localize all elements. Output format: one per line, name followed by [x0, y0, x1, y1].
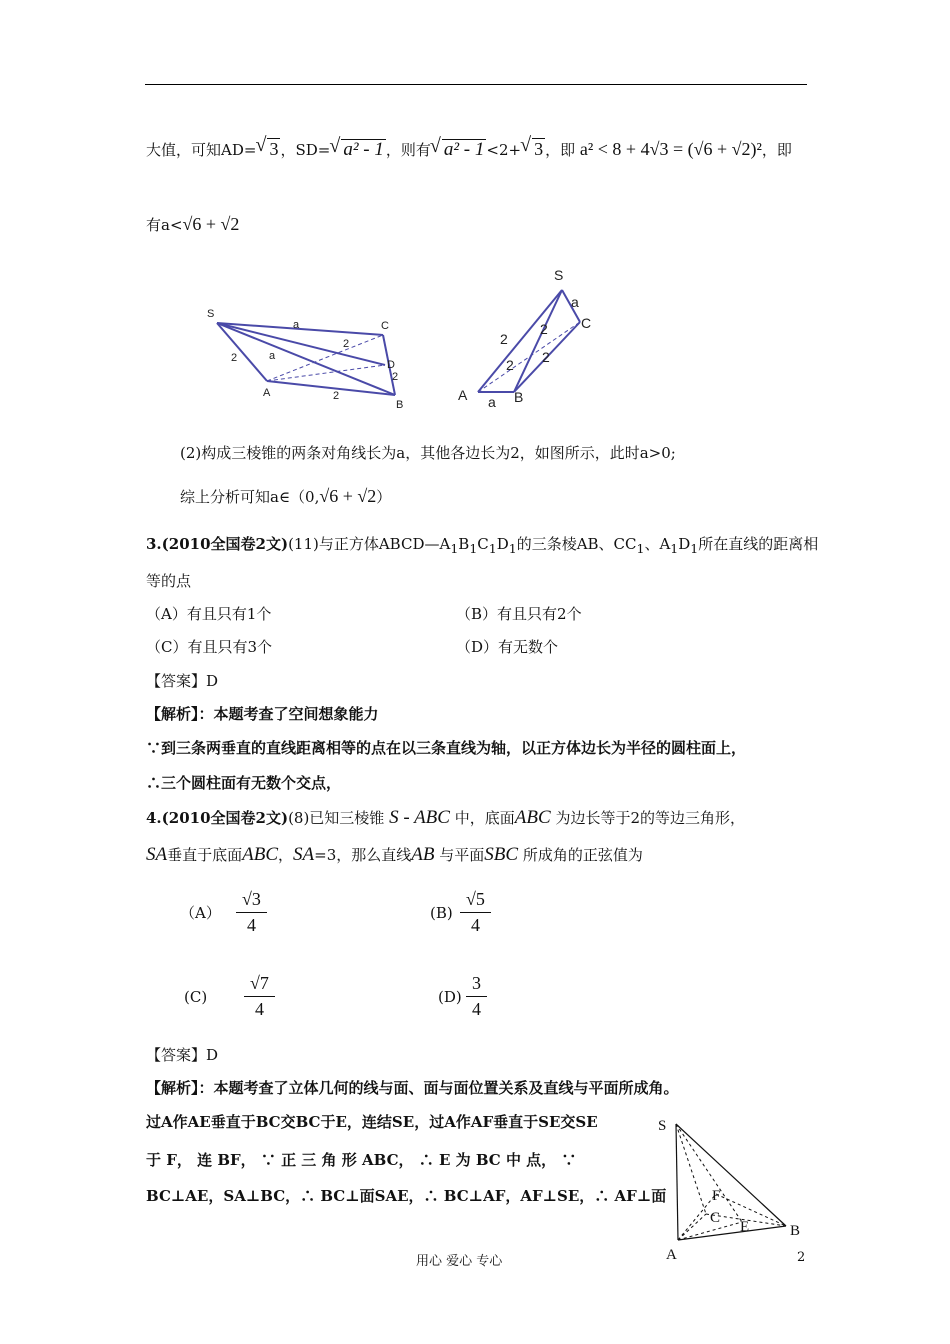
q4-answer: 【答案】D	[146, 1046, 219, 1064]
label-two-inner: 2	[506, 357, 514, 373]
line1-text-a: 大值，可知AD=	[146, 141, 257, 159]
label-two-right: 2	[542, 349, 550, 365]
q3-reason: ∵到三条两垂直的直线距离相等的点在以三条直线为轴，以正方体边长为半径的圆柱面上，	[146, 739, 747, 757]
figure-pyramid-sabc	[650, 1110, 810, 1265]
line1-text-f: ，即	[761, 141, 792, 159]
page-number: 2	[797, 1250, 806, 1265]
summary-line: 综上分析可知a∈（0,√6 + √2）	[180, 486, 392, 506]
header-rule	[145, 84, 807, 85]
q3-option-d: （D）有无数个	[456, 638, 559, 656]
line2-expr: √6 + √2	[182, 214, 240, 234]
label-two-1: 2	[231, 352, 238, 364]
label-c3: C	[710, 1210, 721, 1226]
line1-text-e: ，即	[545, 141, 576, 159]
sqrt-sd: √ a² - 1	[330, 139, 386, 160]
line1-text-b: ，SD=	[280, 141, 331, 159]
q3-stem-line2: 等的点	[146, 572, 192, 590]
q4-body-line1: 过A作AE垂直于BC交BC于E，连结SE，过A作AF垂直于SE交SE	[146, 1113, 598, 1131]
q4-body-line2: 于 F， 连 BF， ∵ 正 三 角 形 ABC， ∴ E 为 BC 中 点， ∵	[146, 1151, 577, 1169]
label-two-2: 2	[343, 338, 350, 350]
label-d: D	[387, 359, 395, 371]
q3-option-a: （A）有且只有1个	[146, 605, 272, 623]
sqrt-3: √ 3	[256, 138, 280, 159]
label-a-bottom: a	[488, 394, 496, 410]
label-s2: S	[554, 267, 564, 283]
q4-option-a-label: （A）	[180, 904, 221, 922]
label-a-top: a	[571, 294, 579, 310]
math-inequality: a² < 8 + 4√3 = (√6 + √2)²	[579, 139, 762, 159]
line1-text-d: <2+	[486, 141, 522, 159]
label-b3: B	[790, 1223, 801, 1239]
q4-source: (2010全国卷2文)	[161, 809, 289, 827]
edge-sa	[217, 323, 267, 381]
label-a3: A	[666, 1247, 677, 1263]
case2-paragraph: (2)构成三棱锥的两条对角线长为a，其他各边长为2，如图所示，此时a>0;	[180, 444, 676, 462]
q4-stem-line2: SA垂直于底面ABC，SA=3，那么直线AB 与平面SBC 所成角的正弦值为	[146, 844, 643, 865]
label-f: F	[712, 1188, 721, 1204]
q3-analysis: 【解析】：本题考查了空间想象能力	[146, 705, 379, 723]
q4-analysis: 【解析】：本题考查了立体几何的线与面、面与面位置关系及直线与平面所成角。	[146, 1079, 679, 1097]
q4-option-b-label: (B)	[430, 904, 453, 922]
figure-tetrahedron	[452, 262, 602, 412]
q3-option-b: （B）有且只有2个	[456, 605, 582, 623]
label-c: C	[381, 320, 389, 332]
footer-center: 用心 爱心 专心	[416, 1254, 503, 1269]
q4-option-a-value: $\frac{√3}{4}$	[236, 889, 267, 936]
line1	[146, 138, 792, 160]
label-s: S	[207, 308, 215, 320]
q3-stem: 3.(2010全国卷2文)(11)与正方体$ABCD—A_1B_1C_1D_1$的三条棱AB、$CC_1$、$A_1D_1$所在直线的距离相	[146, 535, 819, 556]
q4-stem: 4.(2010全国卷2文)(8)已知三棱锥 S - ABC 中，底面ABC 为边长等于2的等边三角形，	[146, 807, 745, 828]
label-a-small: a	[269, 350, 276, 362]
label-edge-a: a	[293, 319, 300, 331]
q3-answer: 【答案】D	[146, 672, 219, 690]
line2	[146, 214, 239, 235]
label-two-3: 2	[333, 390, 340, 402]
label-two-mid: 2	[540, 321, 548, 337]
sqrt-ineq: √ a² - 1	[431, 139, 487, 160]
sqrt-3b: √ 3	[521, 138, 545, 159]
q4-option-b-value: $\frac{√5}{4}$	[460, 889, 491, 936]
label-b: B	[396, 399, 404, 411]
label-b2: B	[514, 389, 524, 405]
label-a: A	[263, 387, 271, 399]
label-two-left: 2	[500, 331, 508, 347]
q4-option-d-value: $\frac{3}{4}$	[466, 973, 487, 1020]
label-s3: S	[658, 1118, 667, 1134]
q3-source: (2010全国卷2文)	[161, 535, 289, 553]
label-e: E	[740, 1219, 750, 1235]
q4-option-c-label: (C)	[184, 988, 208, 1006]
figure-quadrilateral	[195, 295, 420, 420]
q4-option-c-value: $\frac{√7}{4}$	[244, 973, 275, 1020]
label-c2: C	[581, 315, 592, 331]
line2-text: 有a<	[146, 216, 183, 234]
q3-conclusion: ∴三个圆柱面有无数个交点，	[146, 774, 342, 792]
q3-option-c: （C）有且只有3个	[146, 638, 273, 656]
label-two-4: 2	[392, 371, 399, 383]
q4-body-line3: BC⊥AE，SA⊥BC，∴ BC⊥面SAE，∴ BC⊥AF，AF⊥SE，∴ AF⊥面	[146, 1187, 667, 1205]
label-a2: A	[458, 387, 468, 403]
line1-text-c: ，则有	[385, 141, 431, 159]
summary-expr: √6 + √2	[319, 486, 377, 506]
q4-option-d-label: (D)	[438, 988, 462, 1006]
